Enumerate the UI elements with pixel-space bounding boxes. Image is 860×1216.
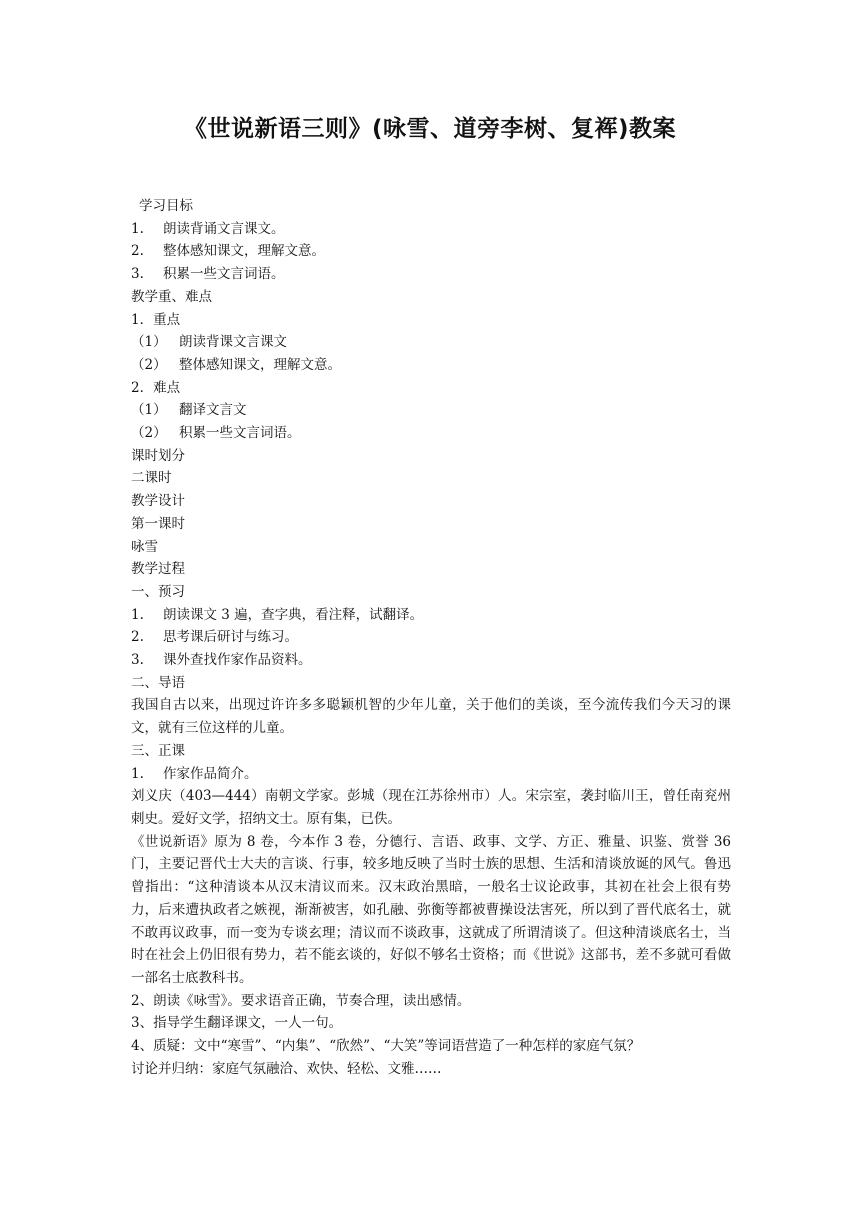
preview-item: [131, 649, 731, 672]
item-text: 朗读背课文言课文: [179, 334, 287, 351]
focus-item: [131, 331, 731, 354]
item-number: （2）: [131, 356, 167, 373]
objective-item: [131, 263, 731, 286]
item-text: 朗读课文 3 遍，查字典，看注释，试翻译。: [163, 606, 424, 623]
item-number: （2）: [131, 425, 167, 442]
document-body: [131, 195, 731, 1080]
main-item: [131, 763, 731, 786]
process-heading: 教学过程: [131, 561, 185, 578]
item-text: 积累一些文言词语。: [179, 425, 301, 442]
design-heading: 教学设计: [131, 493, 185, 510]
item-number: 3.: [131, 652, 144, 669]
item-text: 整体感知课文，理解文意。: [179, 356, 341, 373]
objective-item: [131, 240, 731, 263]
item-number: 1.: [131, 606, 144, 623]
document-title: 《世说新语三则》(咏雪、道旁李树、复裈)教案: [183, 116, 677, 142]
preview-item: [131, 626, 731, 649]
item-number: 1.: [131, 220, 144, 237]
objectives-heading: 学习目标: [139, 198, 193, 214]
preview-heading: 一、预习: [131, 583, 185, 600]
step-question: 4、质疑：文中“寒雪”、“内集”、“欣然”、“大笑”等词语营造了一种怎样的家庭气氛？: [131, 1038, 641, 1055]
item-number: （1）: [131, 334, 167, 351]
item-number: 1.: [131, 765, 144, 782]
difficulty-heading: 2．难点: [131, 379, 181, 396]
item-text: 朗读背诵文言课文。: [163, 220, 285, 237]
preview-item: [131, 604, 731, 627]
item-text: 整体感知课文，理解文意。: [163, 243, 325, 260]
schedule-value: 二课时: [131, 470, 172, 487]
schedule-heading: 课时划分: [131, 447, 185, 464]
step-reading: 2、朗读《咏雪》。要求语音正确，节奏合理，读出感情。: [131, 992, 471, 1009]
item-number: 2.: [131, 629, 144, 646]
focus-heading: 1．重点: [131, 311, 181, 328]
item-text: 翻译文言文: [179, 402, 247, 419]
lesson-topic: 咏雪: [131, 538, 158, 555]
item-text: 课外查找作家作品资料。: [163, 652, 312, 669]
item-number: （1）: [131, 402, 167, 419]
main-heading: 三、正课: [131, 742, 185, 759]
focus-item: [131, 354, 731, 377]
item-number: 3.: [131, 266, 144, 283]
lesson-heading: 第一课时: [131, 515, 185, 532]
step-translation: 3、指导学生翻译课文，一人一句。: [131, 1015, 343, 1032]
item-text: 思考课后研讨与练习。: [163, 629, 298, 646]
author-bio-paragraph: 刘义庆（403—444）南朝文学家。彭城（现在江苏徐州市）人。宋宗室，袭封临川王，曾任南兖州刺史。爱好文学，招纳文士。原有集，已佚。: [131, 788, 731, 827]
intro-heading: 二、导语: [131, 674, 185, 691]
discussion-summary: 讨论并归纳：家庭气氛融洽、欢快、轻松、文雅……: [131, 1060, 442, 1077]
key-points-heading: 教学重、难点: [131, 288, 212, 305]
difficulty-item: [131, 399, 731, 422]
item-number: 2.: [131, 243, 144, 260]
difficulty-item: [131, 422, 731, 445]
item-text: 积累一些文言词语。: [163, 266, 285, 283]
objective-item: [131, 218, 731, 241]
item-text: 作家作品简介。: [163, 765, 258, 782]
intro-paragraph: 我国自古以来，出现过许许多多聪颖机智的少年儿童，关于他们的美谈，至今流传我们今天习的课文，就有三位这样的儿童。: [131, 697, 731, 737]
book-intro-paragraph: 《世说新语》原为 8 卷，今本作 3 卷，分德行、言语、政事、文学、方正、雅量、识鉴、赏誉 36 门，主要记晋代士大夫的言谈、行事，较多地反映了当时士族的思想、生活和清谈放诞的风气。鲁迅曾指出：“这种清谈本从汉末清议而来。汉末政治黑暗，一般名士议论政事，其初在社会上很有势力，后来遭执政者之嫉视，渐渐被害，如孔融、弥衡等都被曹操设法害死，所以到了晋代底名士，就不敢再议政事，而一变为专谈玄理；清议而不谈政事，这就成了所谓清谈了。但这种清谈底名士，当时在社会上仍旧很有势力，若不能玄谈的，好似不够名士资格；而《世说》这部书，差不多就可看做一部名士底教科书。: [131, 833, 731, 986]
